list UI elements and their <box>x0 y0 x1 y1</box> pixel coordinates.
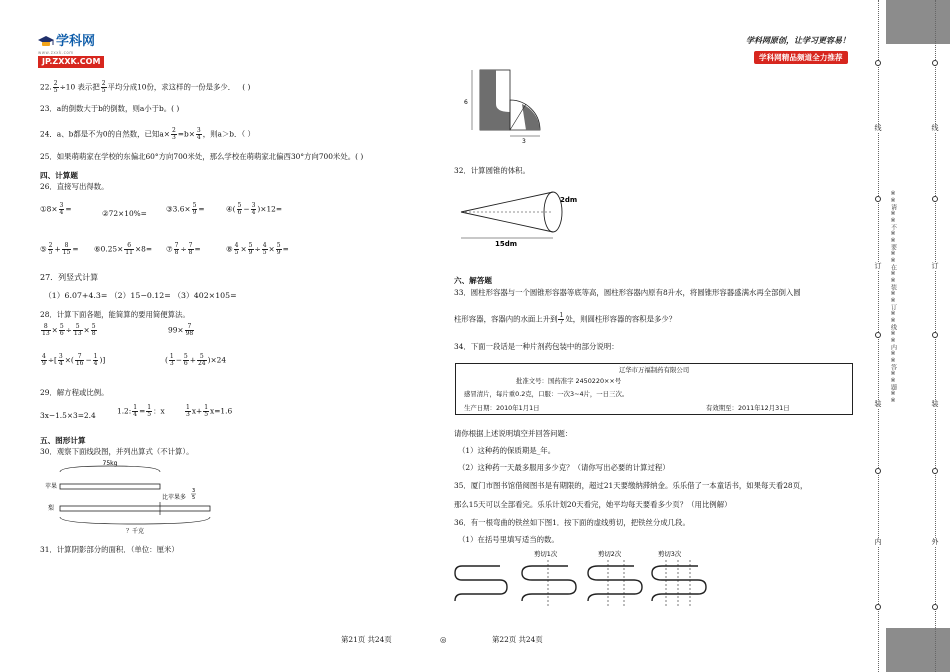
question-29: 29．解方程或比例。 <box>40 388 109 397</box>
q26-item-6: ⑥0.25× $\frac{6}{11}$ ×8= <box>94 242 153 256</box>
wire-cut-1 <box>522 566 576 601</box>
question-26: 26．直接写出得数。 <box>40 182 109 191</box>
question-34-1: （1）这种药的保质期是_年。 <box>458 446 556 455</box>
drug-approval: 批准文号：国药准字 2450220××号 <box>516 377 622 385</box>
binding-hole <box>932 196 938 202</box>
binding-hole <box>875 468 881 474</box>
q26-item-7: ⑦ $\frac{7}{8}$ ÷ $\frac{7}{8}$ = <box>166 242 201 256</box>
logo-url: www.zxxk.com <box>38 50 74 56</box>
logo-domain: JP.ZXXK.COM <box>38 56 104 68</box>
q26-item-5: ⑤ $\frac{2}{5}$ + $\frac{8}{15}$ = <box>40 242 79 256</box>
q28-item-b: 99× $\frac{7}{98}$ <box>168 323 194 337</box>
question-34-ask: 请你根据上述说明填空并回答问题： <box>454 429 573 438</box>
question-25: 25．如果萌萌家在学校的东偏北60°方向700米处，那么学校在萌萌家北偏西30°方向700米处。( ) <box>40 152 364 161</box>
apple-bar <box>60 484 160 489</box>
wire-cut-2 <box>588 566 642 601</box>
drug-instruction-box <box>455 363 853 415</box>
promo-badge[interactable]: 学科网精品频道全力推荐 <box>754 51 848 64</box>
q28-item-d: ( $\frac{1}{3}$ − $\frac{5}{6}$ + $\frac{5}{24}$ )×24 <box>165 353 227 367</box>
logo-text: 学科网 <box>56 34 96 49</box>
question-28: 28．计算下面各题，能简算的要用简便算法。 <box>40 310 190 319</box>
outer-char-out: 外 <box>931 538 939 546</box>
q26-item-8: ⑧ $\frac{4}{5}$ × $\frac{5}{9}$ ÷ $\frac{4}{5}$ × $\frac{5}{9}$ = <box>226 242 289 256</box>
drug-usage: 感冒清片，每片重0.2克，口服：一次3~4片，一日三次。 <box>464 390 629 398</box>
cut-3-label: 剪切3次 <box>658 550 682 558</box>
more-label: 比苹果多 <box>162 494 187 501</box>
q36-wire-figures <box>452 546 722 608</box>
question-31: 31．计算阴影部分的面积．（单位：厘米） <box>40 545 179 554</box>
question-32: 32．计算圆锥的体积。 <box>454 166 530 175</box>
binding-hole <box>932 60 938 66</box>
more-frac-den: 5 <box>192 495 196 501</box>
drug-expiry-date: 有效期至：2011年12月31日 <box>706 404 790 412</box>
question-30: 30．观察下面线段图，并列出算式（不计算）。 <box>40 447 194 456</box>
question-27-items: （1）6.07+4.3= （2）15−0.12= （3）402×105= <box>44 291 237 300</box>
question-24: 24．a、b都是不为0的自然数，已知a× $\frac{2}{3}$ =b× $\frac{3}{4}$ ，则a＞b．（ ） <box>40 127 255 141</box>
section-5-title: 五、图形计算 <box>40 436 86 445</box>
q30-segment-diagram <box>40 462 210 534</box>
q31-shaded-figure <box>460 66 550 146</box>
page-divider-mark: ◎ <box>440 635 447 644</box>
q26-item-1: ①8× $\frac{3}{4}$ = <box>40 202 72 216</box>
question-36: 36．有一根弯曲的铁丝如下图1．按下面的虚线剪切，把铁丝分成几段。 <box>454 518 690 527</box>
question-36-1: （1）在括号里填写适当的数。 <box>458 535 559 544</box>
more-frac-num: 3 <box>192 488 196 494</box>
question-22: 22. $\frac{2}{5}$ ÷10 表示把 $\frac{2}{5}$ 平均分成10份，求这样的一份是多少． ( ) <box>40 80 251 94</box>
q28-item-c: $\frac{4}{9}$ ÷[ $\frac{3}{4}$ ×( $\frac{7}{16}$ − $\frac{1}{4}$ )] <box>42 353 106 367</box>
section-4-title: 四、计算题 <box>40 171 78 180</box>
graduate-cap-icon <box>38 36 54 48</box>
cone-diameter: 2dm <box>560 196 578 204</box>
page-number-left: 第21页 共24页 <box>341 635 392 644</box>
sidebar-gray-block-bottom <box>886 628 950 672</box>
header-slogan: 学科网原创，让学习更容易！ <box>746 36 850 45</box>
question-35-line2: 那么15天可以全部看完。乐乐计划20天看完，她平均每天要看多少页？（用比例解） <box>454 500 732 509</box>
q28-item-a: $\frac{8}{13}$ × $\frac{5}{6}$ ÷ $\frac{5}{13}$ × $\frac{5}{8}$ <box>42 323 96 337</box>
pear-label: 梨 <box>48 505 55 512</box>
page-number-right: 第22页 共24页 <box>492 635 543 644</box>
pear-bar <box>60 506 210 511</box>
fig31-width: 3 <box>522 138 526 145</box>
inner-char-line: 线 <box>874 124 882 132</box>
question-34: 34．下面一段话是一种片剂药包装中的部分说明： <box>454 342 619 351</box>
outer-char-bind: 订 <box>931 262 939 270</box>
binding-hole <box>875 196 881 202</box>
question-34-2: （2）这种药一天最多服用多少克？（请你写出必要的计算过程） <box>458 463 670 472</box>
cone-length: 15dm <box>495 240 518 248</box>
inner-char-in: 内 <box>874 538 882 546</box>
q29-item-b: 1.2: $\frac{1}{4}$ = $\frac{1}{5}$ ：x <box>117 404 165 418</box>
binding-hole <box>932 468 938 474</box>
drug-company: 辽华市万福制药有限公司 <box>618 366 690 374</box>
binding-notice: ※※请※※不※※要※※在※※装※※订※※线※※内※※答※※题※※ <box>889 190 897 404</box>
binding-hole <box>932 604 938 610</box>
q26-item-3: ③3.6× $\frac{5}{9}$ = <box>166 202 205 216</box>
outer-char-mount: 装 <box>931 400 939 408</box>
inner-char-mount: 装 <box>874 400 882 408</box>
total-weight-label: 75kg <box>102 460 118 467</box>
drug-production-date: 生产日期：2010年1月1日 <box>464 404 540 412</box>
question-33-line2: 柱形容器，容器内的水面上升到 $\frac{1}{7}$ 处，则圆柱形容器的容积是多少？ <box>454 312 677 326</box>
unknown-weight-label: ？千克 <box>125 528 145 535</box>
fig31-height: 6 <box>464 99 468 106</box>
q29-item-c: $\frac{1}{3}$ x+ $\frac{1}{5}$ x=1.6 <box>186 404 233 418</box>
cut-2-label: 剪切2次 <box>598 550 622 558</box>
wire-cut-3 <box>652 566 706 601</box>
binding-hole <box>875 604 881 610</box>
q26-item-2: ②72×10%= <box>102 209 147 218</box>
sidebar-gray-block-top <box>886 0 950 44</box>
q29-item-a: 3x−1.5×3=2.4 <box>40 411 96 420</box>
question-23: 23．a的倒数大于b的倒数，则a小于b。( ) <box>40 104 180 113</box>
question-33-line1: 33．圆柱形容器与一个圆锥形容器等底等高，圆柱形容器内原有8升水，将圆锥形容器盛满水再全部倒入圆 <box>454 288 801 297</box>
binding-hole <box>875 332 881 338</box>
binding-hole <box>875 60 881 66</box>
q26-item-4: ④( $\frac{5}{6}$ − $\frac{3}{4}$ )×12= <box>226 202 283 216</box>
question-27: 27．列竖式计算 <box>40 273 99 282</box>
question-35-line1: 35．厦门市图书馆借阅图书是有期限的，超过21天要缴纳滞纳金。乐乐借了一本童话书，如果每天看28页， <box>454 481 808 490</box>
apple-label: 苹果 <box>45 483 58 490</box>
outer-char-line: 线 <box>931 124 939 132</box>
inner-char-bind: 订 <box>874 262 882 270</box>
cut-1-label: 剪切1次 <box>534 550 558 558</box>
wire-original <box>455 566 507 601</box>
section-6-title: 六、解答题 <box>454 276 492 285</box>
site-logo[interactable] <box>38 34 104 68</box>
q32-cone-figure <box>455 180 578 252</box>
binding-hole <box>932 332 938 338</box>
